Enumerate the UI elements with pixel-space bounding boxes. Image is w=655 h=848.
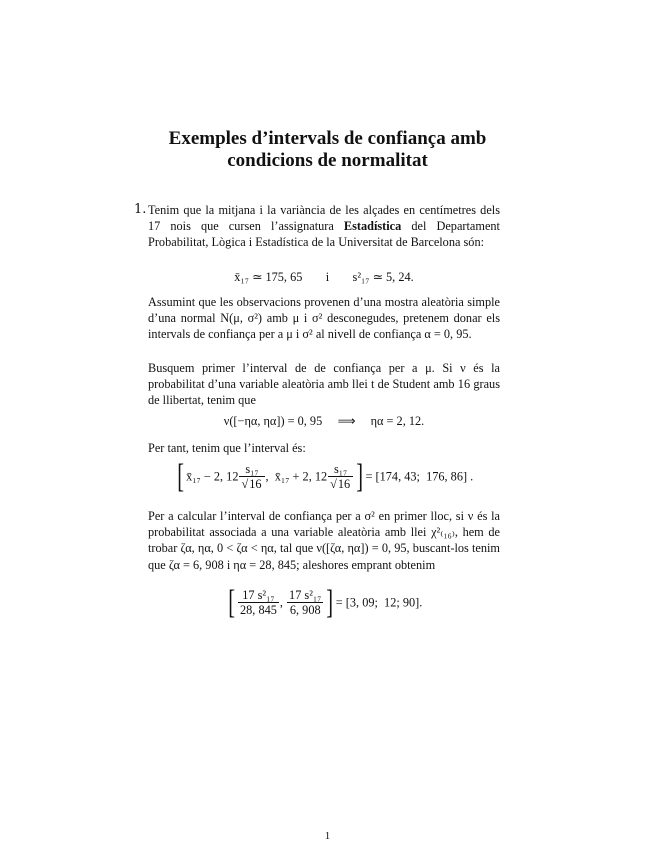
para3-text: Busquem primer l’interval de de confiança per a μ. Si ν és la probabilitat d’una variable aleatòria amb llei t de Student amb 16 graus de llibertat, tenim que	[148, 361, 500, 408]
frac3-den: 28, 845	[240, 603, 277, 617]
paragraph-2	[148, 294, 500, 343]
equation-2	[148, 414, 500, 429]
equation-4: [ $\frac{\text{17 s²₁₇}}{28, 845}$ , $\frac{\text{17 s²₁₇}}{6, 908}$ ] = [3, 09; 12; 90].	[227, 584, 423, 621]
frac1-den: √16	[241, 477, 262, 491]
left-bracket-2: [	[227, 584, 235, 621]
eq1-mid: i	[325, 270, 330, 284]
para5-text: Per a calcular l’interval de confiança per a σ² en primer lloc, si ν és la probabilitat associada a una variable aleatòria amb llei χ²₍₁₆₎, hem de trobar ζα, ηα, 0 < ζα < ηα, tal que ν([ζα, ηα]) = 0, 95, buscant-los tenim que ζα = 6, 908 i ηα = 28, 845; aleshores emprant obtenim	[148, 509, 500, 572]
para1-bold: Estadística	[343, 219, 402, 234]
paragraph-3	[148, 360, 500, 409]
fraction-2	[328, 462, 353, 492]
paragraph-1	[148, 202, 500, 251]
frac2-den: √16	[330, 477, 351, 491]
fraction-3	[238, 588, 279, 618]
left-bracket: [	[177, 458, 184, 495]
frac3-num: 17 s²₁₇	[238, 588, 279, 603]
para1-text-a: Tenim que la mitjana i la variància de les alçades en centímetres dels 17 nois que cursen l’assignatura	[148, 203, 500, 234]
right-bracket: ]	[356, 458, 364, 495]
para2-text: Assumint que les observacions provenen d’una mostra aleatòria simple d’una normal N(μ, σ²) amb μ i σ² desconegudes, pretenem donar els intervals de confiança per a μ i σ² al nivell de confiança α = 0, 95.	[148, 295, 500, 342]
para4-text: Per tant, tenim que l’interval és:	[148, 441, 306, 455]
para1-text-b: del Departament Probabilitat, Lògica i Estadística de la Universitat de Barcelona són:	[148, 219, 500, 250]
right-bracket-2: ]	[326, 584, 334, 621]
document-title	[100, 128, 555, 172]
frac1-num: s₁₇	[239, 462, 264, 477]
item-number: 1.	[134, 202, 147, 217]
eq1-right: s²₁₇ ≃ 5, 24.	[352, 270, 414, 284]
page-number: 1	[324, 830, 331, 842]
eq3-a: x̄₁₇ − 2, 12	[186, 469, 239, 484]
eq3-b: , x̄₁₇ + 2, 12	[265, 469, 328, 484]
eq3-result: = [174, 43; 176, 86] .	[365, 469, 474, 484]
frac4-num: 17 s²₁₇	[289, 588, 322, 602]
fraction-1	[239, 462, 264, 492]
frac4-den: 6, 908	[289, 603, 321, 617]
title-line-1: Exemples d’intervals de confiança amb	[168, 128, 487, 149]
title-line-2: condicions de normalitat	[227, 150, 428, 171]
paragraph-5	[148, 508, 500, 573]
equation-1	[148, 270, 500, 285]
paragraph-4	[148, 440, 500, 456]
eq2-text: ν([−ηα, ηα]) = 0, 95 ⟹ ηα = 2, 12.	[223, 414, 425, 428]
equation-3	[148, 458, 500, 502]
frac2-num: s₁₇	[328, 462, 353, 477]
eq4-result: = [3, 09; 12; 90].	[335, 595, 423, 610]
fraction-4	[287, 588, 323, 618]
eq1-left: x̄₁₇ ≃ 175, 65	[234, 270, 303, 284]
